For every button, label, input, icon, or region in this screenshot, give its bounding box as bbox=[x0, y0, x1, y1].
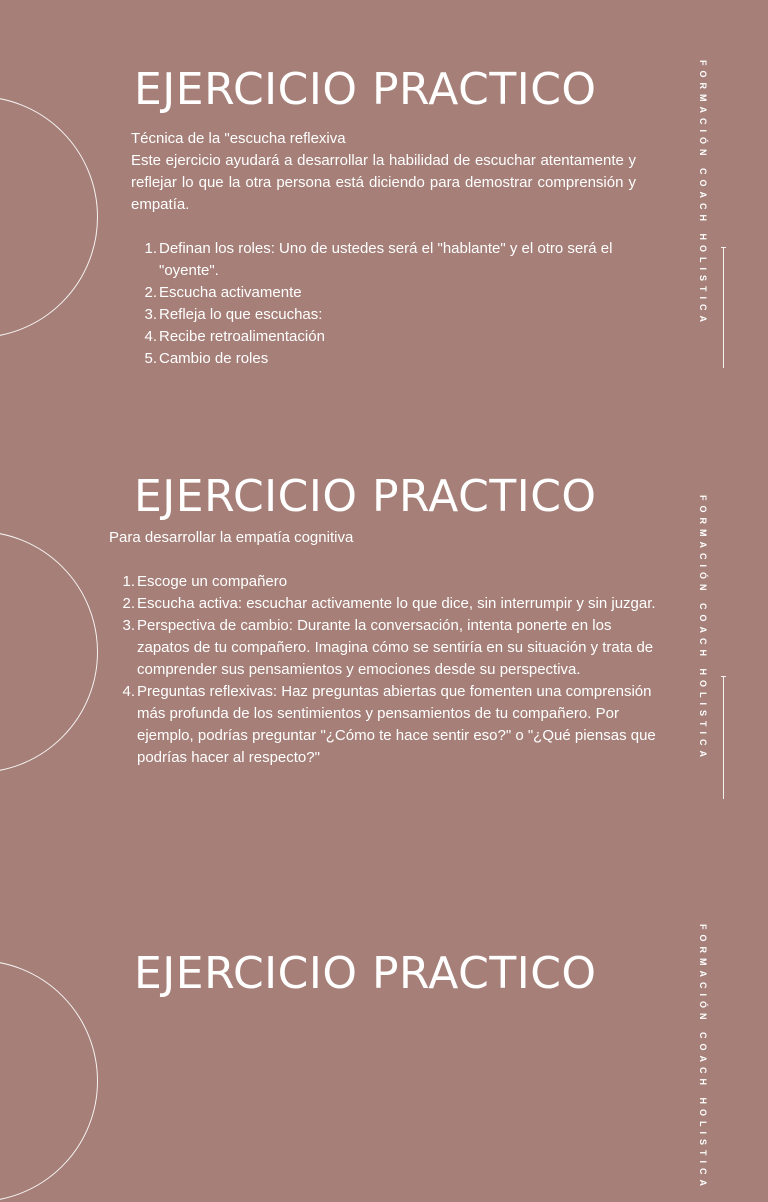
intro-heading: Para desarrollar la empatía cognitiva bbox=[109, 529, 354, 546]
slide-1 bbox=[0, 0, 768, 455]
decorative-circle bbox=[0, 960, 98, 1202]
intro-text: Este ejercicio ayudará a desarrollar la habilidad de escuchar atentamente y reflejar lo que la otra persona está diciendo para demostrar comprensión y empatía. bbox=[131, 152, 636, 213]
sidebar-label: FORMACIÓN COACH HOLISTICA bbox=[698, 924, 708, 1191]
intro-heading: Técnica de la "escucha reflexiva bbox=[131, 130, 346, 147]
list-item: Definan los roles: Uno de ustedes será el "hablante" y el otro será el "oyente". bbox=[159, 240, 613, 279]
sidebar-label: FORMACIÓN COACH HOLISTICA bbox=[698, 60, 708, 327]
slide-title: EJERCICIO PRACTICO bbox=[134, 471, 597, 522]
list-item: Refleja lo que escuchas: bbox=[159, 306, 323, 323]
list-item: Escucha activa: escuchar activamente lo que dice, sin interrumpir y sin juzgar. bbox=[137, 595, 656, 612]
sidebar-label: FORMACIÓN COACH HOLISTICA bbox=[698, 495, 708, 762]
slide-3 bbox=[0, 910, 768, 1191]
list-item: Recibe retroalimentación bbox=[159, 328, 325, 345]
slide-2 bbox=[0, 455, 768, 910]
slide-title: EJERCICIO PRACTICO bbox=[134, 948, 597, 999]
list-item: Preguntas reflexivas: Haz preguntas abiertas que fomenten una comprensión más profunda de los sentimientos y pensamientos de tu compañero. Por ejemplo, podrías preguntar "¿Cómo te hace sentir eso?" o "¿Qué piensas que podrías hacer al respecto?" bbox=[137, 683, 656, 766]
list-item: Escoge un compañero bbox=[137, 573, 288, 590]
arrow-line-icon bbox=[723, 248, 724, 368]
steps-list bbox=[109, 571, 657, 769]
list-item: Escucha activamente bbox=[159, 284, 302, 301]
slide-body bbox=[131, 128, 636, 370]
decorative-circle bbox=[0, 96, 98, 338]
arrow-line-icon bbox=[723, 677, 724, 799]
slide-title: EJERCICIO PRACTICO bbox=[134, 64, 597, 115]
slide-body bbox=[109, 527, 657, 769]
decorative-circle bbox=[0, 531, 98, 773]
list-item: Cambio de roles bbox=[159, 350, 269, 367]
steps-list bbox=[131, 238, 636, 370]
list-item: Perspectiva de cambio: Durante la conversación, intenta ponerte en los zapatos de tu compañero. Imagina cómo se sentiría en su situación y trata de comprender sus pensamientos y emociones desde su perspectiva. bbox=[137, 617, 654, 678]
